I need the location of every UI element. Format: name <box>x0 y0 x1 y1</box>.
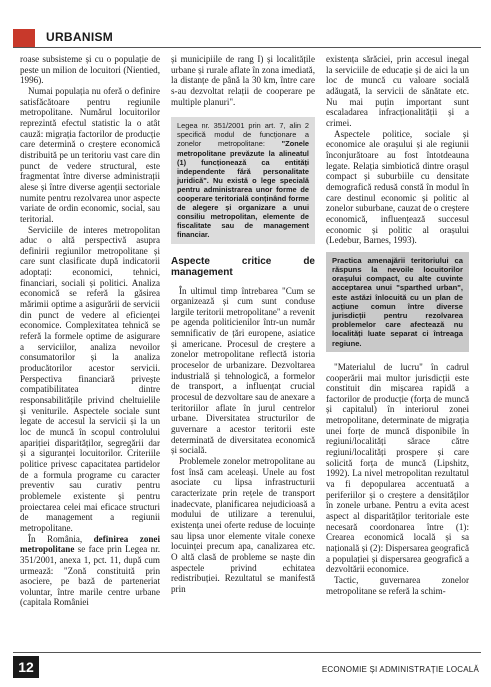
page-number: 12 <box>13 656 39 678</box>
section-title: URBANISM <box>46 30 114 44</box>
paragraph: "Materialul de lucru" în cadrul cooperării mai multor jurisdicții este constituit din mișcarea rapidă a factorilor de producție (forța de muncă și capitalul) în interiorul zonei metropolitane, determinate de migrația unei forțe de muncă disponibile în regiuni/localități sărace către regiuni/localități prospere și care solicită forța de muncă (Lipshitz, 1992). La nivel metropolitan rezultatul va fi depopularea accentuată a periferiilor și o creștere a densităților în zonele urbane. Pentru a evita acest aspect al disparităților teritoriale este necesară coordonarea între (1): Crearea economică locală și sa națională și (2): Dispersarea geografică a populației și dispersarea geografică a dezvoltării economice. <box>326 361 469 575</box>
paragraph <box>20 534 160 609</box>
subheading: Aspecte critice de management <box>171 255 315 278</box>
column-2 <box>171 54 315 595</box>
column-1 <box>20 54 160 608</box>
paragraph: Serviciile de interes metropolitan aduc o altă perspectivă asupra definirii regiunilor metropolitane și care sunt clasificate după indicatorii adoptați: economici, tehnici, financiari, sociali și politici. Analiza economică se referă la găsirea mărimii optime a asigurării de servicii din punct de vedere al eficienței economice. Complexitatea tehnică se referă la formele optime de asigurare a serviciilor, analiza nevoilor consumatorilor și la analiza producătorilor acestor servicii. Perspectiva financiară privește compatibilitatea dintre responsabilitățile privind cheltuielile și veniturile. Aspectele sociale sunt legate de accesul la servicii și la un loc de muncă în scopul controlului apariției disparităților, segregării dar și a siguranței locuitorilor. Criteriile politice privesc capacitatea partidelor de a formula programe cu caracter preventiv sau curativ pentru problemele existente și pentru proiectarea celei mai eficace structuri de management a regiunii metropolitane. <box>20 224 160 533</box>
paragraph: Problemele zonelor metropolitane au fost însă cam aceleași. Unele au fost asociate cu lipsa infrastructurii caracterizate prin rețele de transport inadecvate, planificarea nejudicioasă a modului de utilizare a terenului, existența unei oferte reduse de locuințe sau lipsa unor elemente vitale conexe locuinței precum apa, canalizarea etc. O altă clasă de probleme se naște din aspectele privind echitatea redistribuției. Rezultatul se manifestă prin <box>171 456 315 594</box>
section-marker <box>13 29 35 47</box>
emphasis: definirea zonei metropolitane <box>20 533 160 555</box>
pull-quote-box: Practica amenajării teritoriului ca răspuns la nevoile locuitorilor orașului compact, cu alte cuvinte acceptarea unui "sparthed urban", este astăzi înlocuită cu un plan de acțiune comun între diverse jurisdicții pentru rezolvarea problemelor care afectează nu localități luate separat ci întreaga regiune. <box>326 252 469 352</box>
paragraph: Tactic, guvernarea zonelor metropolitane se referă la schim- <box>326 574 469 596</box>
paragraph: Numai populația nu oferă o definire satisfăcătoare pentru regiunile metropolitane. Numărul locuitorilor reprezintă efectul statistic la o atât cauză: migrația factorilor de producție care determină o creștere economică distribuită pe un teritoriu vast care din punct de vedere structural, este fragmentat între diverse administrații alese și între diverse agenții sectoriale numite pentru rezolvarea unor aspecte variate de ordin economic, social, sau teritorial. <box>20 85 160 224</box>
header-rule <box>13 47 481 48</box>
paragraph: roase subsisteme și cu o populație de peste un milion de locuitori (Nientied, 1996). <box>20 54 160 86</box>
footer-rule <box>13 652 481 653</box>
paragraph: și municipiile de rang I) și localitățile urbane și rurale aflate în zona imediată, la distanțe de până la 30 km, între care s-au dezvoltat relații de cooperare pe multiple planuri". <box>171 54 315 107</box>
paragraph: Aspectele politice, sociale și economice ale orașului și ale regiunii înconjurătoare au fost întotdeauna legate. Relația simbiotică dintre orașul compact și suburbiile cu densitate demografică redusă constă în modul în care destinul economic și politic al zonelor suburbane, cauzat de o creștere economică, influențează succesul economic și politic al orașului (Ledebur, Barnes, 1993). <box>326 128 469 246</box>
paragraph-lead: În România, <box>28 533 94 544</box>
callout-lead: Legea nr. 351/2001 prin art. 7, alin 2 specifică modul de funcționare a zonelor metropolitane: <box>177 121 309 149</box>
paragraph: În ultimul timp întrebarea "Cum se organizează și cum sunt conduse largile teritorii metropolitane" a revenit pe agenda politicienilor într-un număr semnificativ de țări europene, asiatice și americane. Procesul de creștere a zonelor metropolitane reflectă istoria proceselor de urbanizare. Dezvoltarea industrială și tehnologică, a formelor de transport, a influențat crucial procesul de dezvoltare sau de anexare a teritoriilor aflate în jurul centrelor urbane. Diversitatea structurilor de guvernare a acestor teritorii este determinată de diversitatea economică și socială. <box>171 285 315 456</box>
paragraph: existența sărăciei, prin accesul inegal la serviciile de educație și de aici la un loc de muncă cu valoare socială adăugată, la servicii de sănătate etc. Nu mai puțin important sunt escaladarea infracționalității și a crimei. <box>326 54 469 128</box>
law-callout-box <box>171 117 315 243</box>
column-3 <box>326 54 469 596</box>
callout-quote: "Zonele metropolitane prevăzute la alineatul (1) funcționează ca entități independente fără personalitate juridică". Nu există o lege specială pentru administrarea unor forme de cooperare teritorială conținând forme de alegere și organizare a unui consiliu metropolitan, elemente de fiscalitate sau de management financiar. <box>177 139 309 240</box>
paragraph-rest: se face prin Legea nr. 351/2001, anexa 1, pct. 11, după cum urmează: "Zonă constituită prin asociere, pe bază de parteneriat voluntar, între marile centre urbane (capitala României <box>20 544 160 608</box>
publication-name: ECONOMIE ȘI ADMINISTRAȚIE LOCALĂ <box>321 665 479 674</box>
